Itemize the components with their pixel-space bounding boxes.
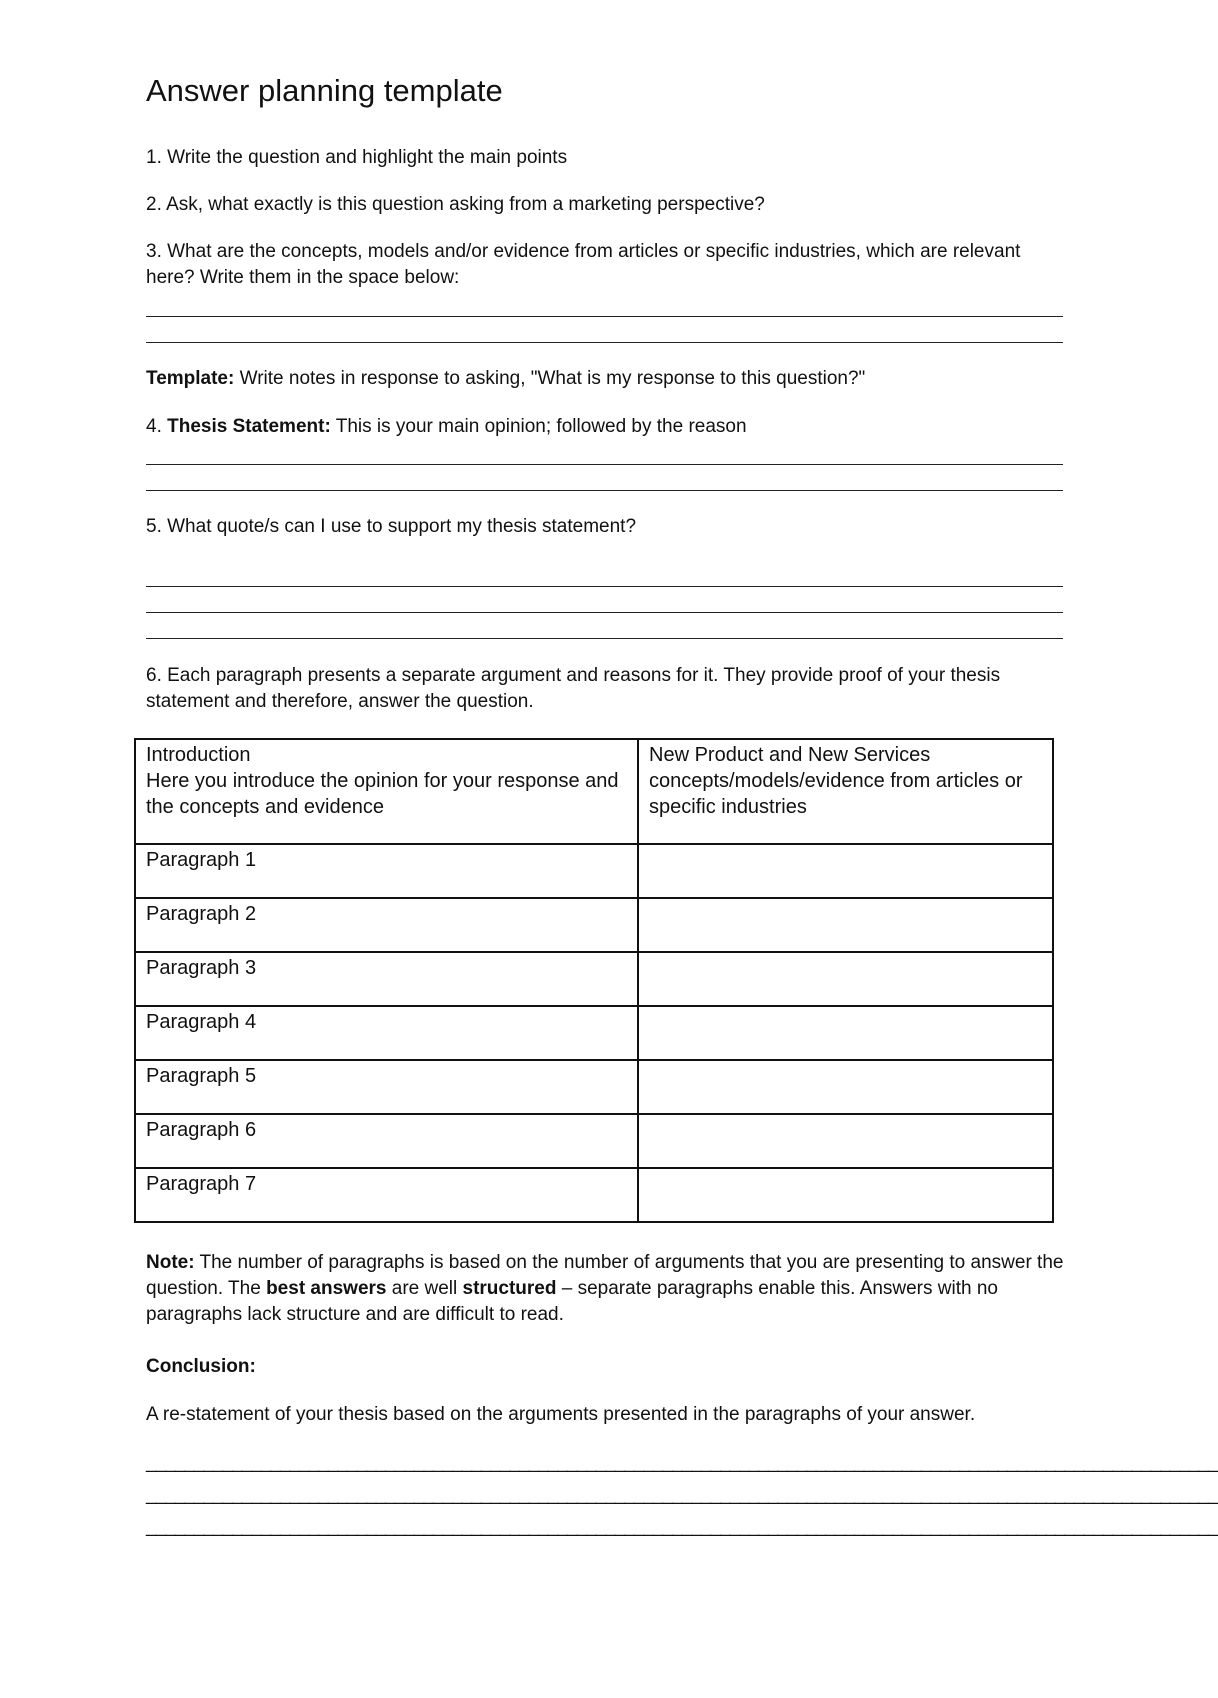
paragraph-planning-table bbox=[134, 738, 1054, 1223]
paragraph-label-cell[interactable]: Paragraph 6 bbox=[135, 1114, 638, 1168]
step-1-text: 1. Write the question and highlight the main points bbox=[146, 147, 568, 168]
note-text: are well bbox=[386, 1278, 463, 1299]
paragraph-notes-cell[interactable] bbox=[638, 898, 1053, 952]
conclusion-write-line[interactable]: ________________________________________________________________________________________________________________ bbox=[146, 1452, 1218, 1473]
paragraph-label-cell[interactable]: Paragraph 7 bbox=[135, 1168, 638, 1222]
introduction-description: Here you introduce the opinion for your response and the concepts and evidence bbox=[146, 770, 619, 818]
introduction-title: Introduction bbox=[146, 744, 251, 766]
conclusion-label: Conclusion: bbox=[146, 1356, 256, 1377]
table-row bbox=[135, 1060, 1053, 1114]
step-3-text: 3. What are the concepts, models and/or evidence from articles or specific industries, which are relevant here? Write them in the space below: bbox=[146, 241, 1021, 288]
step-6-text: 6. Each paragraph presents a separate argument and reasons for it. They provide proof of your thesis statement and therefore, answer the question. bbox=[146, 665, 1001, 712]
template-label: Template: bbox=[146, 368, 235, 389]
conclusion-write-line[interactable]: ________________________________________________________________________________________________________________ bbox=[146, 1516, 1218, 1537]
paragraph-notes-cell[interactable] bbox=[638, 1006, 1053, 1060]
table-row bbox=[135, 898, 1053, 952]
paragraph-notes-cell[interactable] bbox=[638, 1060, 1053, 1114]
page-title: Answer planning template bbox=[146, 73, 503, 108]
paragraph-label-cell[interactable]: Paragraph 5 bbox=[135, 1060, 638, 1114]
step-5-text: 5. What quote/s can I use to support my thesis statement? bbox=[146, 516, 637, 537]
paragraph-label-cell[interactable]: Paragraph 2 bbox=[135, 898, 638, 952]
table-row bbox=[135, 844, 1053, 898]
write-line[interactable] bbox=[146, 316, 1063, 317]
paragraph-notes-cell[interactable] bbox=[638, 952, 1053, 1006]
conclusion-text: A re-statement of your thesis based on the arguments presented in the paragraphs of your answer. bbox=[146, 1404, 976, 1425]
paragraph-label-cell[interactable]: Paragraph 1 bbox=[135, 844, 638, 898]
template-text: Write notes in response to asking, "What is my response to this question?" bbox=[234, 368, 866, 389]
conclusion-heading bbox=[146, 1354, 256, 1380]
note-paragraph bbox=[146, 1250, 1066, 1328]
write-line[interactable] bbox=[146, 342, 1063, 343]
introduction-cell[interactable] bbox=[135, 739, 638, 844]
conclusion-write-line[interactable]: ________________________________________________________________________________________________________________ bbox=[146, 1484, 1218, 1505]
write-line[interactable] bbox=[146, 612, 1063, 613]
table-row bbox=[135, 952, 1053, 1006]
note-label: Note: bbox=[146, 1252, 195, 1273]
table-row bbox=[135, 1006, 1053, 1060]
write-line[interactable] bbox=[146, 586, 1063, 587]
note-text: – separate paragraphs enable this. Answers with no paragraphs lack structure and are difficult to read. bbox=[146, 1278, 998, 1325]
concepts-header-cell[interactable]: New Product and New Services concepts/models/evidence from articles or specific industries bbox=[638, 739, 1053, 844]
thesis-label: Thesis Statement: bbox=[167, 416, 331, 437]
write-line[interactable] bbox=[146, 490, 1063, 491]
structured-emphasis: structured bbox=[462, 1278, 557, 1299]
paragraph-notes-cell[interactable] bbox=[638, 1168, 1053, 1222]
paragraph-notes-cell[interactable] bbox=[638, 1114, 1053, 1168]
write-line[interactable] bbox=[146, 464, 1063, 465]
note-text: The number of paragraphs is based on the number of arguments that you are presenting to answer the question. The bbox=[146, 1252, 1064, 1299]
write-line[interactable] bbox=[146, 638, 1063, 639]
paragraph-notes-cell[interactable] bbox=[638, 844, 1053, 898]
thesis-number: 4. bbox=[146, 416, 168, 437]
table-header-row bbox=[135, 739, 1053, 844]
table-row bbox=[135, 1168, 1053, 1222]
thesis-text: This is your main opinion; followed by the reason bbox=[330, 416, 747, 437]
thesis-instruction bbox=[146, 414, 747, 440]
paragraph-label-cell[interactable]: Paragraph 4 bbox=[135, 1006, 638, 1060]
best-answers-emphasis: best answers bbox=[266, 1278, 387, 1299]
step-2-text: 2. Ask, what exactly is this question asking from a marketing perspective? bbox=[146, 194, 765, 215]
template-instruction bbox=[146, 366, 865, 392]
table-row bbox=[135, 1114, 1053, 1168]
paragraph-label-cell[interactable]: Paragraph 3 bbox=[135, 952, 638, 1006]
